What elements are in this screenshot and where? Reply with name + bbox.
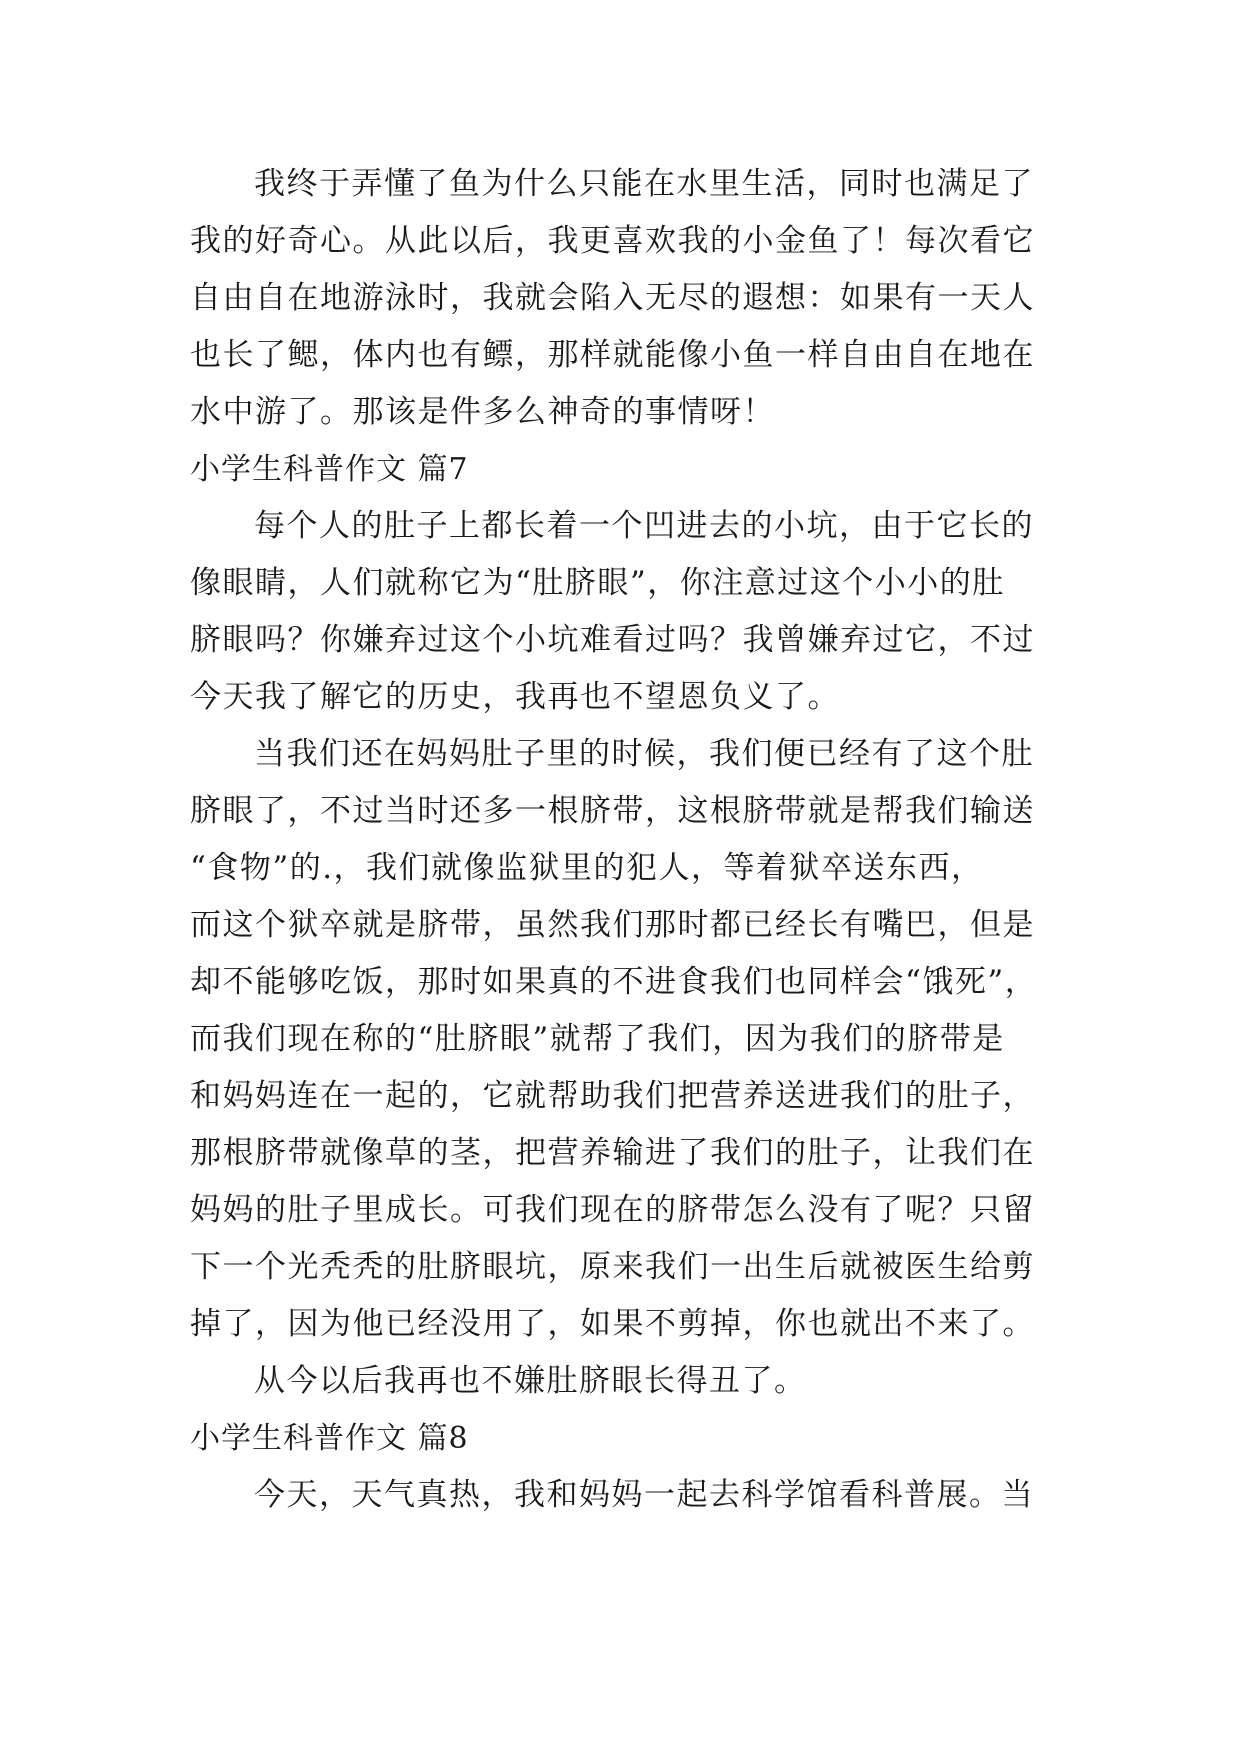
- text-line: 从今以后我再也不嫌肚脐眼长得丑了。: [254, 1363, 807, 1399]
- text-line: 掉了，因为他已经没用了，如果不剪掉，你也就出不来了。: [190, 1306, 1035, 1342]
- text-line: 自由自在地游泳时，我就会陷入无尽的遐想：如果有一天人: [190, 280, 1035, 316]
- text-line: 而这个狱卒就是脐带，虽然我们那时都已经长有嘴巴，但是: [190, 907, 1035, 943]
- section-heading: 小学生科普作文 篇7: [190, 452, 469, 487]
- text-line: 我的好奇心。从此以后，我更喜欢我的小金鱼了！每次看它: [190, 223, 1035, 259]
- paragraph: [190, 156, 1060, 441]
- text-line: 下一个光秃秃的肚脐眼坑，原来我们一出生后就被医生给剪: [190, 1249, 1035, 1285]
- text-line: “食物”的.，我们就像监狱里的犯人，等着狱卒送东西，: [190, 850, 984, 886]
- paragraph: [190, 726, 1060, 1353]
- text-line: 当我们还在妈妈肚子里的时候，我们便已经有了这个肚: [254, 736, 1034, 772]
- text-line: 我终于弄懂了鱼为什么只能在水里生活，同时也满足了: [254, 166, 1034, 202]
- text-line: 每个人的肚子上都长着一个凹进去的小坑，由于它长的: [254, 508, 1034, 544]
- paragraph: [190, 1467, 1060, 1524]
- text-line: 和妈妈连在一起的，它就帮助我们把营养送进我们的肚子，: [190, 1078, 1035, 1114]
- text-line: 脐眼吗？你嫌弃过这个小坑难看过吗？我曾嫌弃过它，不过: [190, 622, 1035, 658]
- text-line: 今天，天气真热，我和妈妈一起去科学馆看科普展。当: [254, 1477, 1034, 1513]
- text-line: 那根脐带就像草的茎，把营养输进了我们的肚子，让我们在: [190, 1135, 1035, 1171]
- paragraph: [190, 498, 1060, 726]
- text-line: 水中游了。那该是件多么神奇的事情呀！: [190, 394, 775, 430]
- text-line: 也长了鳃，体内也有鳔，那样就能像小鱼一样自由自在地在: [190, 337, 1035, 373]
- document-body: [190, 156, 1060, 1524]
- text-line: 却不能够吃饭，那时如果真的不进食我们也同样会“饿死”，: [190, 964, 1038, 1000]
- text-line: 脐眼了，不过当时还多一根脐带，这根脐带就是帮我们输送: [190, 793, 1035, 829]
- text-line: 今天我了解它的历史，我再也不望恩负义了。: [190, 679, 840, 715]
- text-line: 像眼睛，人们就称它为“肚脐眼”，你注意过这个小小的肚: [190, 565, 1005, 601]
- paragraph: [190, 1353, 1060, 1410]
- text-line: 而我们现在称的“肚脐眼”就帮了我们，因为我们的脐带是: [190, 1021, 1005, 1057]
- section-heading: 小学生科普作文 篇8: [190, 1421, 469, 1456]
- text-line: 妈妈的肚子里成长。可我们现在的脐带怎么没有了呢？只留: [190, 1192, 1035, 1228]
